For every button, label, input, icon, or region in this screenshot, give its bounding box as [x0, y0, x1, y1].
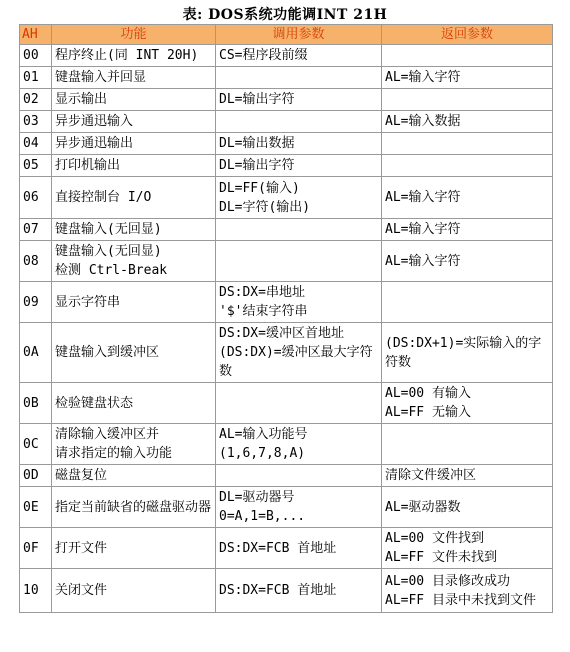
function-cell: [52, 219, 216, 241]
return-params-cell-line: AL=输入字符: [385, 222, 461, 237]
function-cell: [52, 67, 216, 89]
return-params-cell-line: AL=FF 目录中未找到文件: [385, 592, 536, 608]
ah-cell: 02: [20, 89, 52, 111]
ah-cell: 05: [20, 155, 52, 177]
ah-cell: 01: [20, 67, 52, 89]
header-function: 功能: [52, 25, 216, 45]
call-params-cell: [216, 241, 382, 282]
return-params-cell-line: AL=00 有输入: [385, 386, 471, 401]
function-cell-line: 键盘输入到缓冲区: [55, 345, 160, 360]
call-params-cell-line: DL=FF(输入): [219, 180, 300, 196]
header-ah: AH: [20, 25, 52, 45]
call-params-cell: [216, 569, 382, 613]
return-params-cell: [382, 465, 553, 487]
return-params-cell-line: AL=FF 文件未找到: [385, 550, 497, 565]
function-cell-line: 直接控制台 I/O: [55, 190, 152, 205]
return-params-cell: [382, 177, 553, 219]
table-row: [20, 177, 553, 219]
function-cell-line: 键盘输入(无回显): [55, 222, 162, 237]
return-params-cell: [382, 424, 553, 465]
call-params-cell: [216, 465, 382, 487]
return-params-cell-line: AL=驱动器数: [385, 499, 461, 515]
ah-cell: 0C: [20, 424, 52, 465]
ah-cell: 0D: [20, 465, 52, 487]
ah-cell: 00: [20, 45, 52, 67]
call-params-cell: [216, 424, 382, 465]
function-cell: [52, 528, 216, 569]
function-cell: [52, 569, 216, 613]
call-params-cell-line: DL=输出字符: [219, 158, 295, 173]
ah-cell: 04: [20, 133, 52, 155]
function-cell-line: 关闭文件: [55, 583, 108, 598]
return-params-cell-line: AL=输入字符: [385, 253, 461, 269]
call-params-cell-line: DS:DX=FCB 首地址: [219, 583, 337, 598]
ah-cell: 03: [20, 111, 52, 133]
function-cell: [52, 487, 216, 528]
function-cell: [52, 111, 216, 133]
call-params-cell-line: (1,6,7,8,A): [219, 446, 306, 461]
table-row: [20, 133, 553, 155]
return-params-cell-line: AL=输入字符: [385, 190, 461, 205]
return-params-cell: [382, 89, 553, 111]
ah-cell: 07: [20, 219, 52, 241]
ah-cell: 0B: [20, 383, 52, 424]
call-params-cell: [216, 111, 382, 133]
call-params-cell: [216, 219, 382, 241]
function-cell-line: 清除输入缓冲区并: [55, 427, 160, 442]
function-cell-line: 请求指定的输入功能: [55, 446, 173, 461]
function-cell-line: 显示字符串: [55, 294, 121, 310]
table-row: [20, 155, 553, 177]
call-params-cell-line: DL=字符(输出): [219, 199, 311, 215]
call-params-cell: [216, 323, 382, 383]
return-params-cell: [382, 133, 553, 155]
function-cell-line: 指定当前缺省的磁盘驱动器: [55, 499, 212, 515]
function-cell-line: 程序终止(同 INT 20H): [55, 48, 199, 63]
table-row: [20, 282, 553, 323]
table-row: [20, 67, 553, 89]
return-params-cell: [382, 383, 553, 424]
function-cell: [52, 383, 216, 424]
table-row: [20, 383, 553, 424]
header-call-params: 调用参数: [216, 25, 382, 45]
table-row: [20, 219, 553, 241]
call-params-cell-line: '$'结束字符串: [219, 304, 308, 319]
function-cell-line: 检验键盘状态: [55, 395, 134, 411]
return-params-cell-line: AL=00 文件找到: [385, 531, 484, 546]
return-params-cell: [382, 569, 553, 613]
call-params-cell-line: 0=A,1=B,...: [219, 509, 306, 524]
call-params-cell: [216, 383, 382, 424]
header-row: [20, 25, 553, 45]
call-params-cell: [216, 45, 382, 67]
ah-cell: 0E: [20, 487, 52, 528]
table-row: [20, 89, 553, 111]
function-cell: [52, 89, 216, 111]
function-cell-line: 显示输出: [55, 92, 108, 107]
call-params-cell: [216, 133, 382, 155]
return-params-cell: [382, 487, 553, 528]
function-cell: [52, 155, 216, 177]
table-row: [20, 424, 553, 465]
function-cell: [52, 465, 216, 487]
function-cell: [52, 133, 216, 155]
function-cell: [52, 45, 216, 67]
call-params-cell-line: (DS:DX)=缓冲区最大字符数: [219, 345, 373, 379]
ah-cell: 08: [20, 241, 52, 282]
return-params-cell: [382, 219, 553, 241]
table-title: 表: DOS系统功能调INT 21H: [182, 7, 388, 23]
dos-int21h-table: [19, 24, 553, 613]
ah-cell: 0A: [20, 323, 52, 383]
call-params-cell: [216, 89, 382, 111]
function-cell-line: 键盘输入并回显: [55, 70, 147, 85]
table-row: [20, 241, 553, 282]
function-cell: [52, 177, 216, 219]
table-row: [20, 569, 553, 613]
call-params-cell: [216, 155, 382, 177]
table-body: [20, 45, 553, 613]
return-params-cell-line: 清除文件缓冲区: [385, 468, 477, 483]
return-params-cell: [382, 282, 553, 323]
call-params-cell-line: DL=驱动器号: [219, 490, 295, 505]
function-cell-line: 异步通迅输出: [55, 136, 134, 151]
function-cell-line: 检测 Ctrl-Break: [55, 263, 168, 278]
function-cell-line: 键盘输入(无回显): [55, 244, 162, 259]
return-params-cell: [382, 323, 553, 383]
function-cell: [52, 282, 216, 323]
return-params-cell-line: AL=FF 无输入: [385, 405, 471, 420]
return-params-cell-line: AL=输入数据: [385, 114, 461, 129]
call-params-cell-line: DL=输出数据: [219, 136, 295, 151]
call-params-cell: [216, 282, 382, 323]
table-row: [20, 487, 553, 528]
table-row: [20, 323, 553, 383]
ah-cell: 06: [20, 177, 52, 219]
return-params-cell: [382, 111, 553, 133]
return-params-cell: [382, 528, 553, 569]
table-row: [20, 111, 553, 133]
return-params-cell: [382, 241, 553, 282]
return-params-cell: [382, 155, 553, 177]
function-cell: [52, 241, 216, 282]
function-cell: [52, 323, 216, 383]
call-params-cell-line: AL=输入功能号: [219, 427, 308, 442]
call-params-cell: [216, 487, 382, 528]
function-cell: [52, 424, 216, 465]
call-params-cell: [216, 528, 382, 569]
return-params-cell-line: (DS:DX+1)=实际输入的字符数: [385, 335, 542, 370]
return-params-cell: [382, 45, 553, 67]
table-row: [20, 45, 553, 67]
ah-cell: 0F: [20, 528, 52, 569]
return-params-cell-line: AL=输入字符: [385, 70, 461, 85]
function-cell-line: 磁盘复位: [55, 468, 108, 483]
ah-cell: 10: [20, 569, 52, 613]
ah-cell: 09: [20, 282, 52, 323]
call-params-cell-line: CS=程序段前缀: [219, 48, 308, 63]
function-cell-line: 异步通迅输入: [55, 114, 134, 129]
function-cell-line: 打印机输出: [55, 158, 121, 173]
return-params-cell: [382, 67, 553, 89]
call-params-cell-line: DL=输出字符: [219, 92, 295, 107]
call-params-cell: [216, 177, 382, 219]
table-row: [20, 465, 553, 487]
function-cell-line: 打开文件: [55, 540, 108, 556]
return-params-cell-line: AL=00 目录修改成功: [385, 573, 510, 589]
call-params-cell-line: DS:DX=串地址: [219, 285, 305, 300]
call-params-cell-line: DS:DX=缓冲区首地址: [219, 326, 344, 341]
table-row: [20, 528, 553, 569]
call-params-cell: [216, 67, 382, 89]
call-params-cell-line: DS:DX=FCB 首地址: [219, 540, 337, 556]
header-return-params: 返回参数: [382, 25, 553, 45]
